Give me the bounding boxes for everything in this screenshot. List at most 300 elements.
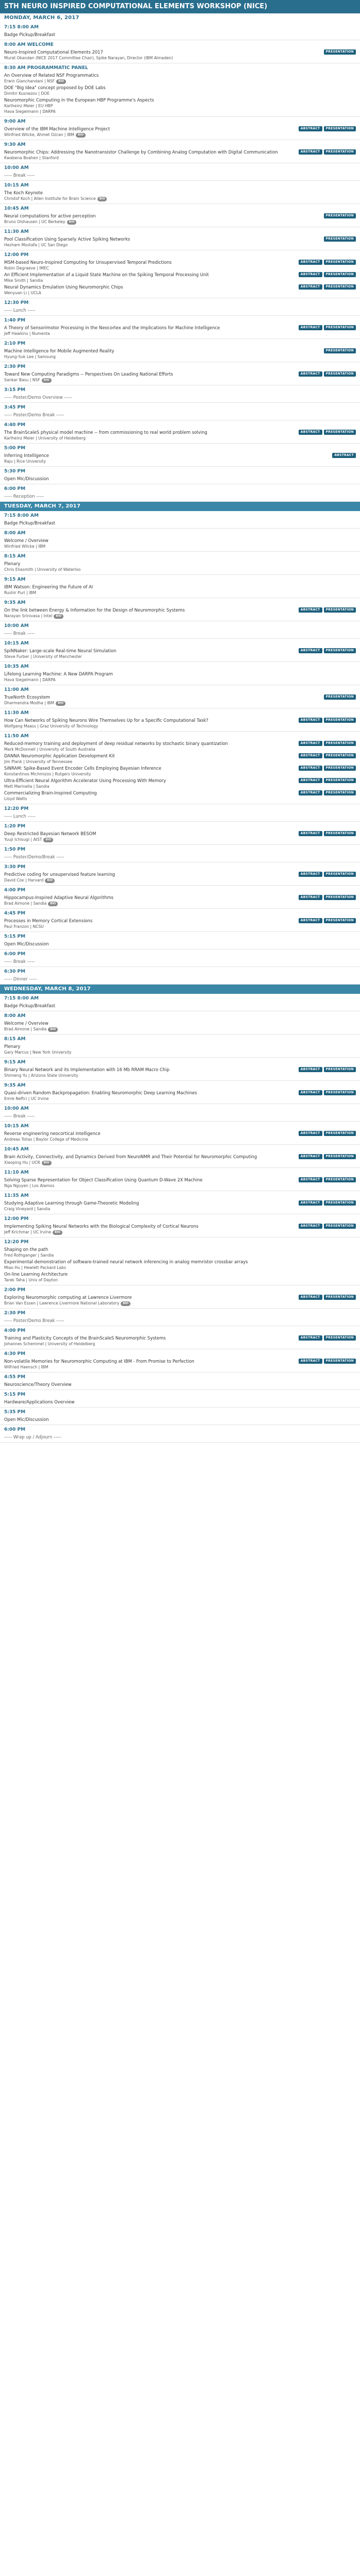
session-actions <box>324 49 356 55</box>
schedule-slot <box>0 708 360 732</box>
session-actions <box>299 149 356 155</box>
schedule-slot <box>0 886 360 909</box>
abstract-button[interactable]: ABSTRACT <box>299 831 322 836</box>
session-row <box>4 1002 356 1009</box>
schedule-slot <box>0 639 360 662</box>
session-row <box>4 1258 356 1265</box>
bio-button[interactable]: BIO <box>53 1230 62 1235</box>
session-title: Binary Neural Network and its Implementation with 16 Mb RRAM Macro Chip <box>4 1066 170 1072</box>
abstract-button[interactable]: ABSTRACT <box>299 126 322 131</box>
session-title: Open Mic/Discussion <box>4 1416 49 1422</box>
bio-button[interactable]: BIO <box>97 197 107 201</box>
abstract-button[interactable]: ABSTRACT <box>299 272 322 277</box>
slot-time: 4:45 PM <box>4 911 26 916</box>
session-actions <box>299 272 356 277</box>
slot-time: 5:15 PM <box>4 934 26 939</box>
schedule-slot <box>0 1408 360 1425</box>
presentation-button[interactable]: PRESENTATION <box>324 1295 356 1300</box>
slot-time: 8:00 AM <box>4 531 26 536</box>
session-title: DOE "Big Idea" concept proposed by DOE Labs <box>4 84 106 90</box>
presentation-button[interactable]: PRESENTATION <box>324 1177 356 1182</box>
speaker-line: Andreas Tolias | Baylor College of Medicine <box>4 1137 88 1142</box>
session-title: Open Mic/Discussion <box>4 476 49 481</box>
session-title: An Overview of Related NSF Programmatics <box>4 72 99 78</box>
schedule-slot <box>0 909 360 932</box>
session-title: Ultra-Efficient Neural Algorithm Accelerator Using Processing With Memory <box>4 777 166 783</box>
slot-time: 10:45 AM <box>4 1147 29 1152</box>
slot-time: 8:00 AM <box>4 1013 26 1019</box>
schedule-slot <box>0 204 360 227</box>
presentation-button[interactable]: PRESENTATION <box>324 1131 356 1136</box>
presentation-button[interactable]: PRESENTATION <box>324 149 356 155</box>
presentation-button[interactable]: PRESENTATION <box>324 790 356 795</box>
bio-button[interactable]: BIO <box>67 220 77 225</box>
slot-time: 12:20 PM <box>4 806 29 811</box>
schedule-slot <box>0 1191 360 1214</box>
session-row <box>4 235 356 242</box>
session-row <box>4 765 356 771</box>
slot-time: 5:30 PM <box>4 469 26 474</box>
presentation-button[interactable]: PRESENTATION <box>324 1335 356 1341</box>
session-actions <box>299 766 356 771</box>
schedule-slot <box>0 967 360 985</box>
session-row <box>4 693 356 700</box>
presentation-button[interactable]: PRESENTATION <box>324 741 356 746</box>
speaker-line: Wolfgang Maass | Graz University of Technology <box>4 724 99 728</box>
session-actions <box>299 831 356 836</box>
session-actions <box>299 1067 356 1072</box>
speaker-line: Tarek Taha | Univ of Dayton <box>4 1278 58 1282</box>
abstract-button[interactable]: ABSTRACT <box>299 718 322 723</box>
presentation-button[interactable]: PRESENTATION <box>324 1090 356 1095</box>
slot-time: 8:30 AM PROGRAMMATIC PANEL <box>4 65 88 71</box>
slot-time: 8:15 AM <box>4 554 26 559</box>
presentation-button[interactable]: PRESENTATION <box>324 272 356 277</box>
session-title: The BrainScaleS physical model machine -- from commissioning to real world problem solving <box>4 429 207 435</box>
speaker-line: Johannes Schemmel | University of Heidelberg <box>4 1342 95 1346</box>
session-actions <box>299 126 356 131</box>
presentation-button[interactable]: PRESENTATION <box>324 648 356 653</box>
presentation-button[interactable]: PRESENTATION <box>324 694 356 700</box>
bio-button[interactable]: BIO <box>48 1027 58 1032</box>
speaker-line: Emre Neftci | UC Irvine <box>4 1096 49 1101</box>
speaker-line: Konstantinos Michmizos | Rutgers University <box>4 772 91 776</box>
session-title: A Theory of Sensorimotor Processing in the Neocortex and the Implications for Machine Intelligence <box>4 325 220 330</box>
speaker-line: Xiaoping Hu | UCR BIO <box>4 1160 356 1165</box>
break-row <box>4 493 356 499</box>
presentation-button[interactable]: PRESENTATION <box>324 753 356 758</box>
slot-time: 2:10 PM <box>4 341 26 346</box>
speaker-line: Kwabena Boahen | Stanford <box>4 156 59 160</box>
abstract-button[interactable]: ABSTRACT <box>299 284 322 290</box>
schedule-slot <box>0 467 360 484</box>
slot-time: 2:00 PM <box>4 1287 26 1293</box>
day-section <box>0 13 360 502</box>
presentation-button[interactable]: PRESENTATION <box>324 1067 356 1072</box>
session-row <box>4 347 356 354</box>
break-row <box>4 172 356 178</box>
session-title: MSM-based Neuro-Inspired Computing for Unsupervised Temporal Predictions <box>4 259 172 265</box>
abstract-button[interactable]: ABSTRACT <box>299 607 322 613</box>
abstract-button[interactable]: ABSTRACT <box>299 149 322 155</box>
session-title: Brain Activity, Connectivity, and Dynamics Derived from NeuroNMR and Their Potential for Neuromorphic Computing <box>4 1154 257 1159</box>
schedule-slot <box>0 181 360 204</box>
presentation-button[interactable]: PRESENTATION <box>324 284 356 290</box>
bio-button[interactable]: BIO <box>48 902 58 906</box>
session-actions <box>324 348 356 353</box>
session-row <box>4 871 356 877</box>
schedule-slot <box>0 23 360 40</box>
break-row <box>4 307 356 313</box>
presentation-button[interactable]: PRESENTATION <box>324 1224 356 1229</box>
session-title: Overview of the IBM Machine Intelligence Project <box>4 126 110 131</box>
speaker-line: Hesham Mostafa | UC San Diego <box>4 243 68 247</box>
slot-time: 10:15 AM <box>4 1124 29 1129</box>
slot-time: 11:30 AM <box>4 229 29 234</box>
session-title: Implementing Spiking Neural Networks with the Biological Complexity of Cortical Neurons <box>4 1223 199 1229</box>
speaker-line: Raju | Rice University <box>4 459 46 464</box>
session-actions <box>299 895 356 900</box>
session-actions <box>299 872 356 877</box>
schedule-slot <box>0 822 360 845</box>
slot-time: 4:55 PM <box>4 1375 26 1380</box>
speaker-line: Steve Furber | University of Manchester <box>4 654 82 659</box>
session-row <box>4 429 356 435</box>
presentation-button[interactable]: PRESENTATION <box>324 718 356 723</box>
slot-time: 10:00 AM <box>4 1106 29 1111</box>
day-section <box>0 985 360 1443</box>
abstract-button[interactable]: ABSTRACT <box>299 790 322 795</box>
schedule-slot <box>0 63 360 117</box>
session-actions <box>299 741 356 746</box>
bio-button[interactable]: BIO <box>43 838 53 842</box>
schedule-slot <box>0 1104 360 1122</box>
bio-button[interactable]: BIO <box>76 133 86 138</box>
schedule-slot <box>0 950 360 967</box>
slot-time: 10:00 AM <box>4 623 29 629</box>
presentation-button[interactable]: PRESENTATION <box>324 325 356 330</box>
session-row <box>4 1176 356 1183</box>
session-row <box>4 1043 356 1049</box>
bio-button[interactable]: BIO <box>121 1301 130 1306</box>
schedule-slot <box>0 316 360 339</box>
session-row <box>4 940 356 947</box>
abstract-button[interactable]: ABSTRACT <box>299 648 322 653</box>
schedule-slot <box>0 862 360 886</box>
session-row <box>4 1398 356 1405</box>
slot-time: 1:50 PM <box>4 847 26 852</box>
schedule-slot <box>0 529 360 552</box>
bio-button[interactable]: BIO <box>42 378 52 383</box>
day-header: TUESDAY, MARCH 7, 2017 <box>0 502 360 511</box>
session-row <box>4 894 356 901</box>
break-row <box>4 630 356 636</box>
session-row <box>4 647 356 654</box>
slot-time: 11:10 AM <box>4 1170 29 1175</box>
schedule-slot <box>0 1372 360 1390</box>
presentation-button[interactable]: PRESENTATION <box>324 236 356 242</box>
session-title: The Koch Keynote <box>4 190 43 195</box>
speaker-line: Yuuji Ichisugi | AIST BIO <box>4 837 356 842</box>
session-title: Solving Sparse Representation for Object Classification Using Quantum D-Wave 2X Machine <box>4 1177 203 1182</box>
day-section <box>0 502 360 985</box>
speaker-line: Mike Smith | Sandia <box>4 278 43 283</box>
session-row <box>4 1381 356 1387</box>
session-title: An Efficient Implementation of a Liquid State Machine on the Spiking Temporal Processing Unit <box>4 272 209 277</box>
schedule-slot <box>0 163 360 181</box>
session-actions <box>299 1200 356 1206</box>
session-actions <box>299 1090 356 1095</box>
schedule-slot <box>0 1011 360 1035</box>
presentation-button[interactable]: PRESENTATION <box>324 126 356 131</box>
schedule-slot <box>0 621 360 639</box>
break-label: ----- Reception ----- <box>4 493 44 499</box>
presentation-button[interactable]: PRESENTATION <box>324 872 356 877</box>
break-label: ----- Wrap up / Adjourn ----- <box>4 1434 62 1439</box>
break-row <box>4 853 356 860</box>
presentation-button[interactable]: PRESENTATION <box>324 213 356 218</box>
presentation-button[interactable]: PRESENTATION <box>324 831 356 836</box>
session-title: Hardware/Applications Overview <box>4 1399 75 1404</box>
slot-time: 12:20 PM <box>4 1240 29 1245</box>
speaker-line: Gary Marcus | New York University <box>4 1050 72 1055</box>
session-row <box>4 1294 356 1300</box>
session-row <box>4 48 356 55</box>
speaker-line: Dimitri Kusnezov | DOE <box>4 91 50 96</box>
session-row <box>4 1223 356 1229</box>
schedule-slot <box>0 804 360 822</box>
schedule-slot <box>0 662 360 685</box>
speaker-line: Karlheinz Meier | University of Heidelberg <box>4 436 86 440</box>
break-row <box>4 812 356 819</box>
speaker-line: Bruno Olshausen | UC Berkeley BIO <box>4 219 356 225</box>
speaker-line: Murat Okandan (NICE 2017 Committee Chair), Spike Narayan, Director (IBM Almaden) <box>4 56 173 60</box>
session-actions <box>299 648 356 653</box>
bio-button[interactable]: BIO <box>56 701 66 706</box>
page-title: 5TH NEURO INSPIRED COMPUTATIONAL ELEMENTS WORKSHOP (NICE) <box>0 0 360 13</box>
slot-time: 7:15 8:00 AM <box>4 25 39 30</box>
slot-time: 3:45 PM <box>4 405 26 410</box>
schedule-slot <box>0 298 360 316</box>
session-title: DANNA Neuromorphic Application Development Kit <box>4 753 115 758</box>
session-row <box>4 1153 356 1160</box>
session-actions <box>299 1295 356 1300</box>
session-title: Machine Intelligence for Mobile Augmented Reality <box>4 348 114 353</box>
session-title: On-line Learning Architecture <box>4 1271 68 1277</box>
speaker-line: Miao Hu | Hewlett Packard Labs <box>4 1265 66 1270</box>
presentation-button[interactable]: PRESENTATION <box>324 607 356 613</box>
speaker-line: Winfried Wilcke | IBM <box>4 544 45 549</box>
session-row <box>4 370 356 377</box>
session-actions <box>299 260 356 265</box>
slot-time: 7:15 8:00 AM <box>4 996 39 1001</box>
presentation-button[interactable]: PRESENTATION <box>324 918 356 923</box>
session-title: Toward New Computing Paradigms -- Perspectives On Leading National Efforts <box>4 371 173 377</box>
session-row <box>4 259 356 265</box>
abstract-button[interactable]: ABSTRACT <box>299 1295 322 1300</box>
schedule-slot <box>0 685 360 708</box>
abstract-button[interactable]: ABSTRACT <box>299 778 322 783</box>
session-title: Badge Pickup/Breakfast <box>4 520 56 526</box>
slot-time: 7:15 8:00 AM <box>4 513 39 518</box>
presentation-button[interactable]: PRESENTATION <box>324 49 356 55</box>
slot-time: 8:00 AM WELCOME <box>4 42 54 47</box>
abstract-button[interactable]: ABSTRACT <box>299 918 322 923</box>
bio-button[interactable]: BIO <box>42 1161 52 1165</box>
slot-time: 3:30 PM <box>4 865 26 870</box>
presentation-button[interactable]: PRESENTATION <box>324 778 356 783</box>
slot-time: 8:15 AM <box>4 1037 26 1042</box>
speaker-line: Hyung-Suk Lee | Samsung <box>4 354 56 359</box>
session-title: Reduced-memory training and deployment of deep residual networks by stochastic binary quantization <box>4 740 228 746</box>
session-row <box>4 1089 356 1096</box>
schedule-slot <box>0 250 360 298</box>
schedule-slot <box>0 403 360 420</box>
break-row <box>4 958 356 964</box>
speaker-line: Chris Eliasmith | University of Waterloo <box>4 567 81 572</box>
slot-time: 6:30 PM <box>4 969 26 974</box>
slot-time: 3:15 PM <box>4 387 26 393</box>
session-title: Commercializing Brain-Inspired Computing <box>4 790 97 795</box>
abstract-button[interactable]: ABSTRACT <box>299 1359 322 1364</box>
abstract-button[interactable]: ABSTRACT <box>299 1200 322 1206</box>
presentation-button[interactable]: PRESENTATION <box>324 766 356 771</box>
presentation-button[interactable]: PRESENTATION <box>324 1200 356 1206</box>
speaker-line: Paul Franzon | NCSU <box>4 924 44 929</box>
schedule-slot <box>0 140 360 163</box>
schedule-slot <box>0 1168 360 1191</box>
session-row <box>4 84 356 91</box>
speaker-line: Robin Degraeve | IMEC <box>4 266 49 270</box>
schedule-slot <box>0 227 360 250</box>
break-row <box>4 1112 356 1119</box>
abstract-button[interactable]: ABSTRACT <box>299 1154 322 1159</box>
abstract-button[interactable]: ABSTRACT <box>299 1067 322 1072</box>
slot-time: 9:30 AM <box>4 142 26 147</box>
schedule-slot <box>0 1425 360 1443</box>
speaker-line: Fred Rothganger | Sandia <box>4 1253 54 1258</box>
abstract-button[interactable]: ABSTRACT <box>299 753 322 758</box>
break-label: ----- Break ----- <box>4 958 35 964</box>
day-header: MONDAY, MARCH 6, 2017 <box>0 13 360 23</box>
session-title: Neural Dynamics Emulation Using Neuromorphic Chips <box>4 284 123 290</box>
session-actions <box>299 790 356 795</box>
break-label: ----- Lunch ----- <box>4 813 36 819</box>
schedule-slot <box>0 732 360 804</box>
slot-time: 10:15 AM <box>4 183 29 188</box>
session-row <box>4 283 356 290</box>
session-actions <box>299 1154 356 1159</box>
session-row <box>4 324 356 331</box>
speaker-line: Sankar Basu | NSF BIO <box>4 377 356 383</box>
abstract-button[interactable]: ABSTRACT <box>299 766 322 771</box>
slot-time: 11:00 AM <box>4 687 29 692</box>
presentation-button[interactable]: PRESENTATION <box>324 430 356 435</box>
abstract-button[interactable]: ABSTRACT <box>299 895 322 900</box>
abstract-button[interactable]: ABSTRACT <box>299 741 322 746</box>
slot-time: 10:45 AM <box>4 206 29 211</box>
slot-time: 11:30 AM <box>4 710 29 716</box>
slot-time: 9:00 AM <box>4 119 26 124</box>
schedule-slot <box>0 1390 360 1408</box>
session-row <box>4 452 356 459</box>
slot-time: 9:35 AM <box>4 600 26 605</box>
speaker-line: Brad Aimone | Sandia BIO <box>4 1026 356 1032</box>
abstract-button[interactable]: ABSTRACT <box>332 453 356 458</box>
bio-button[interactable]: BIO <box>54 614 63 619</box>
abstract-button[interactable]: ABSTRACT <box>299 260 322 265</box>
presentation-button[interactable]: PRESENTATION <box>324 895 356 900</box>
bio-button[interactable]: BIO <box>45 878 55 883</box>
speaker-line: Dharmendra Modha | IBM BIO <box>4 700 356 706</box>
session-title: Lifelong Learning Machine: A New DARPA Program <box>4 671 113 676</box>
slot-time: 12:30 PM <box>4 300 29 306</box>
schedule-slot <box>0 1122 360 1145</box>
day-header: WEDNESDAY, MARCH 8, 2017 <box>0 985 360 994</box>
slot-time: 10:35 AM <box>4 664 29 669</box>
session-actions <box>324 213 356 218</box>
bio-button[interactable]: BIO <box>56 79 66 84</box>
abstract-button[interactable]: ABSTRACT <box>299 1335 322 1341</box>
schedule-slot <box>0 1285 360 1309</box>
abstract-button[interactable]: ABSTRACT <box>299 371 322 377</box>
speaker-line: Hava Siegelmann | DARPA <box>4 677 56 682</box>
session-title: Processes in Memory Cortical Extensions <box>4 918 93 923</box>
session-row <box>4 1130 356 1137</box>
slot-time: 1:20 PM <box>4 824 26 829</box>
slot-time: 1:40 PM <box>4 318 26 323</box>
session-actions <box>299 1224 356 1229</box>
slot-time: 5:35 PM <box>4 1410 26 1415</box>
abstract-button[interactable]: ABSTRACT <box>299 325 322 330</box>
break-label: ----- Lunch ----- <box>4 307 36 313</box>
session-actions <box>299 325 356 330</box>
abstract-button[interactable]: ABSTRACT <box>299 872 322 877</box>
session-row <box>4 777 356 784</box>
speaker-line: Jim Plank | University of Tennessee <box>4 759 73 764</box>
slot-time: 9:15 AM <box>4 577 26 582</box>
session-title: Quasi-driven Random Backpropagation: Enabling Neuromorphic Deep Learning Machines <box>4 1090 197 1095</box>
abstract-button[interactable]: ABSTRACT <box>299 430 322 435</box>
session-title: Open Mic/Discussion <box>4 941 49 946</box>
session-title: How Can Networks of Spiking Neurons Wire Themselves Up for a Specific Computational Task? <box>4 717 208 723</box>
session-actions <box>299 753 356 758</box>
schedule-slot <box>0 1309 360 1326</box>
presentation-button[interactable]: PRESENTATION <box>324 1359 356 1364</box>
session-row <box>4 917 356 924</box>
speaker-line: Winfried Wilcke, Ahmet Ozcan | IBM BIO <box>4 132 356 138</box>
schedule-slot <box>0 598 360 621</box>
abstract-button[interactable]: ABSTRACT <box>299 1090 322 1095</box>
session-actions <box>299 430 356 435</box>
abstract-button[interactable]: ABSTRACT <box>299 1131 322 1136</box>
break-label: ----- Poster/Demo/Break ----- <box>4 854 64 859</box>
speaker-line: Brian Van Essen | Lawrence Livermore National Laboratory BIO <box>4 1300 356 1306</box>
presentation-button[interactable]: PRESENTATION <box>324 348 356 353</box>
speaker-line: Jeff Hawkins | Numenta <box>4 331 50 336</box>
abstract-button[interactable]: ABSTRACT <box>299 1224 322 1229</box>
presentation-button[interactable]: PRESENTATION <box>324 260 356 265</box>
schedule <box>0 13 360 1443</box>
abstract-button[interactable]: ABSTRACT <box>299 1177 322 1182</box>
speaker-line: Nga Nguyen | Los Alamos <box>4 1183 55 1188</box>
schedule-slot <box>0 1035 360 1058</box>
presentation-button[interactable]: PRESENTATION <box>324 1154 356 1159</box>
session-title: Studying Adaptive Learning through Game-Theoretic Modeling <box>4 1200 139 1206</box>
presentation-button[interactable]: PRESENTATION <box>324 371 356 377</box>
speaker-line: Christof Koch | Allen Institute for Brain Science BIO <box>4 196 356 201</box>
speaker-line: Wenyuan Li | UCLA <box>4 291 41 295</box>
